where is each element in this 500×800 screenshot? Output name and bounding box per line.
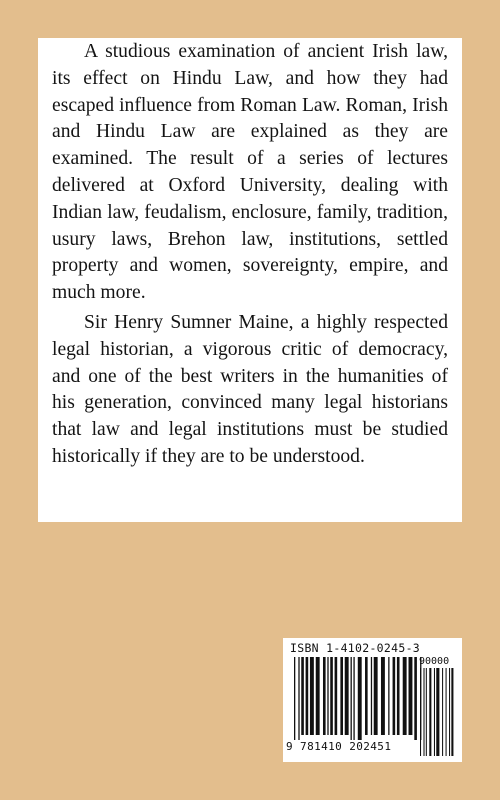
barcode-bar	[436, 668, 439, 756]
barcode-bar	[371, 657, 372, 735]
addon-price-label: 90000	[419, 656, 450, 667]
barcode-bar	[310, 657, 314, 735]
barcode-bar	[388, 657, 389, 735]
barcode-bar	[451, 668, 453, 756]
barcode-bar	[393, 657, 396, 735]
barcode-bar	[358, 657, 362, 740]
barcode-bar	[323, 657, 326, 735]
barcode-bar	[429, 668, 431, 756]
barcode-bar	[365, 657, 368, 735]
barcode-bar	[420, 668, 421, 756]
barcode-bar	[403, 657, 407, 735]
barcode-bar	[449, 668, 450, 756]
barcode-bar	[335, 657, 338, 735]
ean-barcode	[294, 657, 423, 740]
barcode-bar	[306, 657, 309, 735]
barcode-bar	[351, 657, 352, 740]
description-paragraph-1: A studious examination of ancient Irish law, its effect on Hindu Law, and how they had escaped influence from Roman Law. Roman, Irish and Hindu Law are explained as they are examined. The result of a series of lectures delivered at Oxford University, dealing with Indian law, feudalism, enclosure, family, tradition, usury laws, Brehon law, institutions, settled property and women, sovereignty, empire, and much more.	[52, 41, 448, 304]
barcode-bar	[446, 668, 447, 756]
isbn-label: ISBN 1-4102-0245-3	[290, 641, 421, 655]
addon-barcode	[420, 668, 456, 756]
barcode-bar	[442, 668, 443, 756]
barcode-bar	[414, 657, 417, 740]
barcode-bar	[294, 657, 295, 740]
barcode-bar	[374, 657, 378, 735]
barcode-bar	[426, 668, 427, 756]
barcode-bar	[316, 657, 320, 735]
barcode-bar	[434, 668, 435, 756]
barcode-bar	[353, 657, 354, 740]
barcode-bar	[330, 657, 333, 735]
barcode-bar	[340, 657, 343, 735]
barcode-bar	[409, 657, 413, 735]
description-paragraph-2: Sir Henry Sumner Maine, a highly respected legal historian, a vigorous critic of democracy, and one of the best writers in the humanities of his generation, convinced many legal historians that law and legal institutions must be studied historically if they are to be understood.	[52, 311, 448, 467]
barcode-bar	[301, 657, 304, 735]
barcode-bar	[397, 657, 400, 735]
barcode-bar	[381, 657, 385, 735]
barcode-bar	[327, 657, 328, 735]
barcode-bar	[345, 657, 349, 735]
ean-digits-label: 9 781410 202451	[286, 740, 392, 753]
barcode-bar	[298, 657, 299, 740]
description-panel	[38, 38, 462, 522]
barcode-bar	[423, 668, 424, 756]
barcode-box	[283, 638, 462, 762]
